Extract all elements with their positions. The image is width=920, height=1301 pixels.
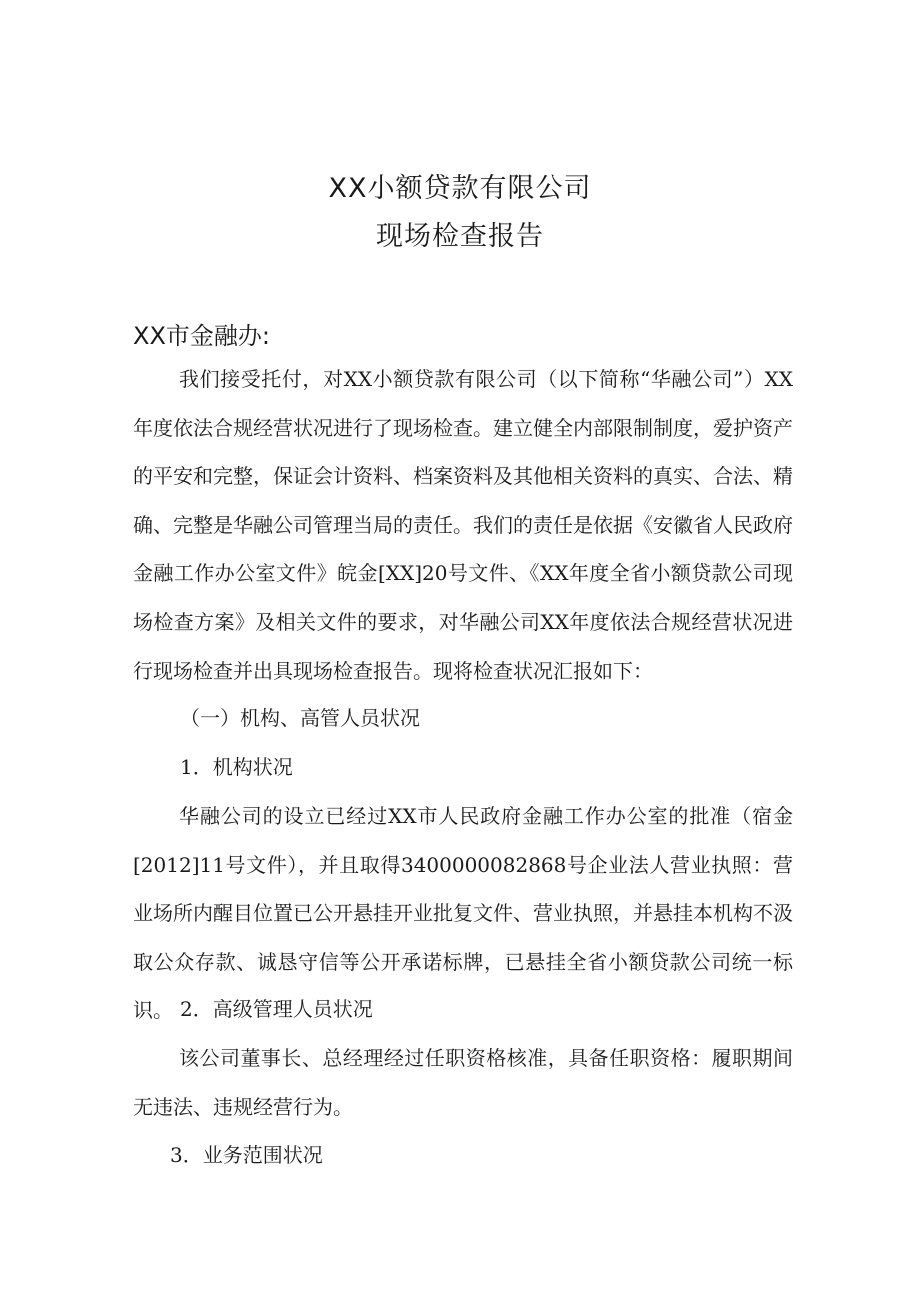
report-title-type: 现场检查报告 [376, 221, 544, 252]
section-heading-institution: （一）机构、高管人员状况 [180, 706, 420, 730]
institution-status-paragraph: 华融公司的设立已经过XX市人民政府金融工作办公室的批准（宿金[2012]11号文件），并且取得3400000082868号企业法人营业执照：营业场所内醒目位置已公开悬挂开业批复文件、营业执照，并悬挂本机构不汲取公众存款、诚恳守信等公开承诺标牌，已悬挂全省小额贷款公司统一标识。 [133, 804, 793, 1023]
executives-paragraph: 该公司董事长、总经理经过任职资格核准，具备任职资格：履职期间无违法、违规经营行为。 [133, 1046, 793, 1119]
item-heading-business-scope: 3．业务范围状况 [170, 1143, 323, 1167]
salutation: XX市金融办: [133, 322, 270, 350]
item-heading-institution-status: 1．机构状况 [180, 755, 293, 779]
item-heading-executives: 2．高级管理人员状况 [180, 997, 373, 1021]
report-title-company: XX小额贷款有限公司 [328, 173, 592, 204]
intro-paragraph: 我们接受托付，对XX小额贷款有限公司（以下简称“华融公司”）XX年度依法合规经营状况进行了现场检查。建立健全内部限制制度，爱护资产的平安和完整，保证会计资料、档案资料及其他相关资料的真实、合法、精确、完整是华融公司管理当局的责任。我们的责任是依据《安徽省人民政府金融工作办公室文件》皖金[XX]20号文件、《XX年度全省小额贷款公司现场检查方案》及相关文件的要求，对华融公司XX年度依法合规经营状况进行现场检查并出具现场检查报告。现将检查状况汇报如下： [133, 367, 793, 683]
